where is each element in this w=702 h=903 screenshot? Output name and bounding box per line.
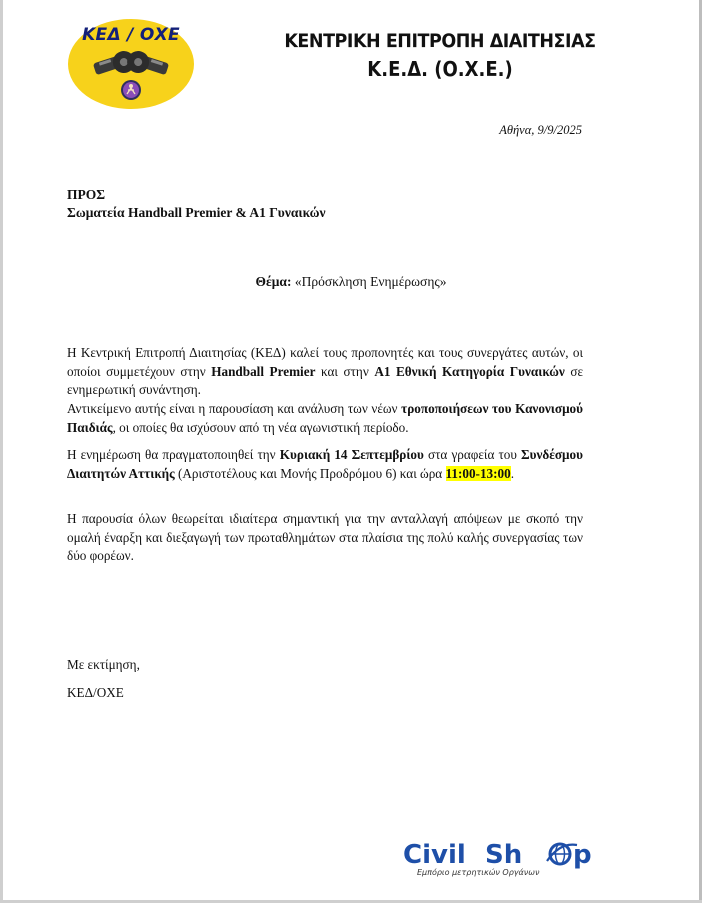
civilshop-brand-civil: Civil (403, 840, 466, 870)
subject-label: Θέμα: (255, 274, 292, 289)
civilshop-brand-p: p (573, 840, 592, 870)
paragraph-text: , οι οποίες θα ισχύσουν από τη νέα αγωνιστική περίοδο. (112, 419, 409, 435)
paragraph-text: Αντικείμενο αυτής είναι η παρουσίαση και ανάλυση των νέων (67, 401, 402, 416)
paragraph-text: Η Κεντρική Επιτροπή Διαιτησίας (ΚΕΔ) καλεί τους προπονητές και τους συνεργάτες αυτών, οι οποίοι συμμετέχουν στην (67, 345, 583, 379)
paragraph-text: (Αριστοτέλους και Μονής Προδρόμου 6) και ώρα (174, 465, 446, 481)
organization-abbreviation: Κ.Ε.Δ. (Ο.Χ.Ε.) (367, 57, 513, 81)
paragraph-text: και στην (315, 363, 375, 379)
paragraph-purpose (67, 400, 583, 437)
paragraph-text: Η ενημέρωση θα πραγματοποιηθεί την (67, 447, 280, 462)
civilshop-tagline: Εμπόριο μετρητικών Οργάνων (417, 868, 540, 877)
logo-text: ΚΕΔ / ΟΧΕ (82, 25, 180, 45)
league-name-premier: Handball Premier (211, 363, 316, 379)
closing-salutation: Με εκτίμηση, (67, 657, 140, 672)
recipient-label: ΠΡΟΣ (67, 187, 106, 202)
civilshop-logo (403, 838, 615, 878)
subject-line (0, 274, 702, 290)
civilshop-logo-graphic (403, 838, 615, 878)
page-border-left (0, 0, 3, 903)
rules-amendments: τροποποιήσεων του Κανονισμού Παιδιάς (67, 401, 583, 435)
league-name-a1-women: Α1 Εθνική Κατηγορία Γυναικών (374, 363, 565, 379)
civilshop-brand-sh: Sh (485, 840, 523, 870)
paragraph-schedule (67, 446, 583, 483)
signature: ΚΕΔ/ΟΧΕ (67, 685, 124, 700)
paragraph-text: σε ενημερωτική συνάντηση. (67, 363, 583, 397)
paragraph-text: . (510, 465, 515, 481)
letter-date: Αθήνα, 9/9/2025 (499, 123, 582, 137)
subject-value: «Πρόσκληση Ενημέρωσης» (291, 274, 447, 289)
organization-title: ΚΕΝΤΡΙΚΗ ΕΠΙΤΡΟΠΗ ΔΙΑΙΤΗΣΙΑΣ (284, 30, 596, 52)
paragraph-importance: Η παρουσία όλων θεωρείται ιδιαίτερα σημαντική για την ανταλλαγή απόψεων με σκοπό την ομαλή έναρξη και διεξαγωγή των πρωταθλημάτων στα πλαίσια της πολύ καλής συνεργασίας των δύο φορέων. (67, 511, 583, 563)
meeting-time-highlight: 11:00-13:00 (445, 465, 511, 481)
meeting-date: Κυριακή 14 Σεπτεμβρίου (279, 447, 424, 462)
ked-oxe-logo (67, 18, 195, 110)
meeting-venue: Συνδέσμου Διαιτητών Αττικής (67, 447, 583, 481)
recipient-value: Σωματεία Handball Premier & A1 Γυναικών (67, 205, 326, 220)
paragraph-text: στα γραφεία του (423, 447, 522, 462)
paragraph-invitation (67, 344, 583, 400)
